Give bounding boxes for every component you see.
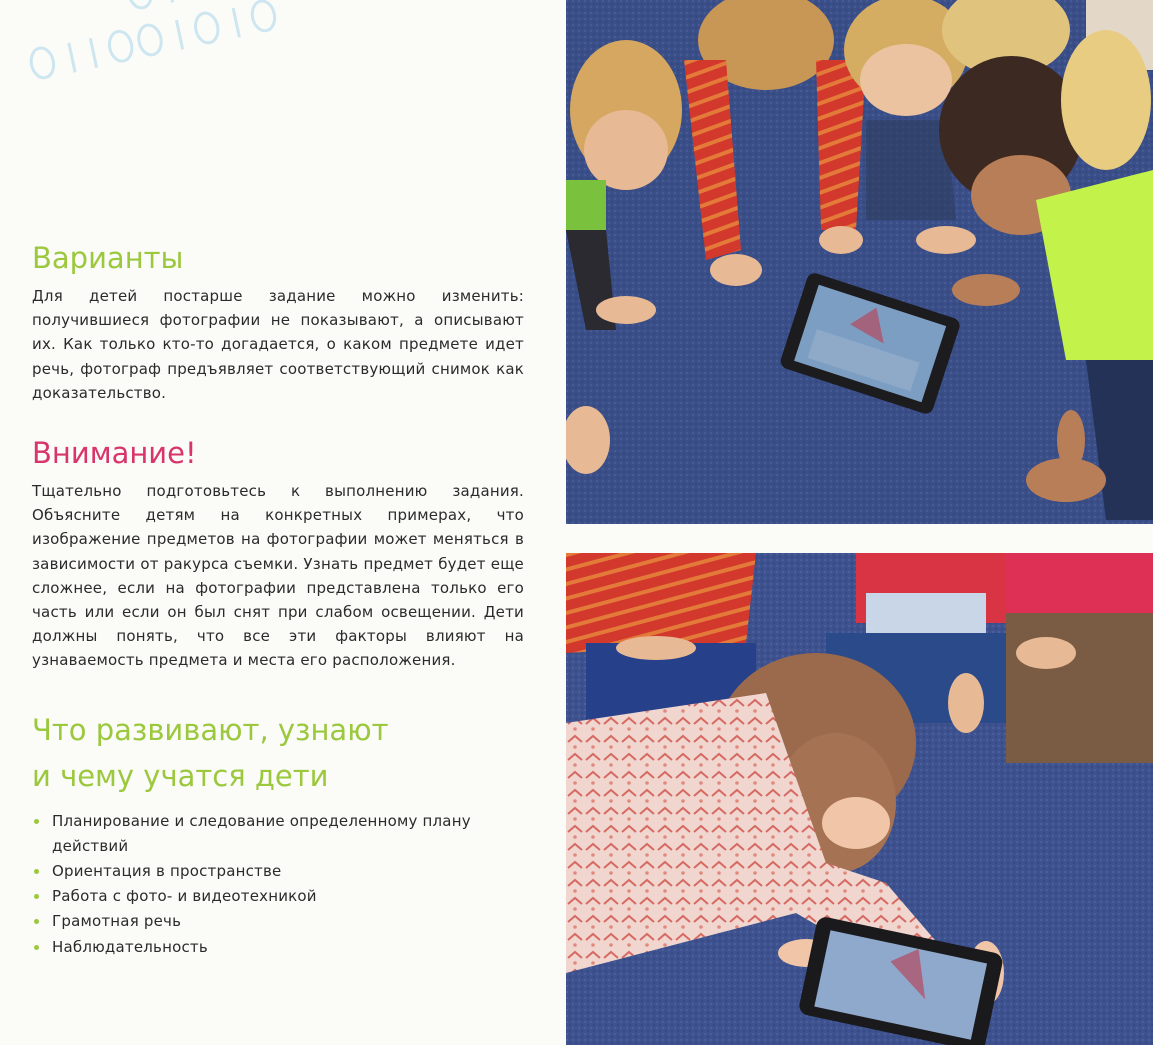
attention-text: Тщательно подготовьтесь к выполнению задания. Объясните детям на конкретных примерах, что изображение предметов на фотографии может меняться в зависимости от ракурса съемки. Узнать предмет будет еще сложнее, если на фотографии представлена только его часть или если он был снят при слабом освещении. Дети должны понять, что все эти факторы влияют на узнаваемость предмета и места его расположения.	[32, 482, 524, 670]
skills-list	[32, 809, 524, 960]
bullet-icon	[34, 919, 39, 924]
skills-list-item: Грамотная речь	[32, 909, 524, 934]
attention-heading: Внимание!	[32, 436, 197, 471]
develop-heading-line2: и чему учатся дети	[32, 758, 329, 793]
skills-list-item: Наблюдательность	[32, 935, 524, 960]
photo-girl-with-tablet	[566, 553, 1153, 1045]
skills-list-item: Планирование и следование определенному плану действий	[32, 809, 524, 859]
skills-list-item: Работа с фото- и видеотехникой	[32, 884, 524, 909]
bullet-icon	[34, 869, 39, 874]
bullet-icon	[34, 945, 39, 950]
text-column	[32, 240, 524, 960]
develop-heading-line1: Что развивают, узнают	[32, 712, 389, 747]
binary-watermark	[0, 0, 560, 90]
variants-heading: Варианты	[32, 241, 184, 275]
bullet-icon	[34, 894, 39, 899]
develop-heading	[32, 707, 524, 799]
photo-children-around-tablet	[566, 0, 1153, 524]
bullet-icon	[34, 819, 39, 824]
skills-list-item: Ориентация в пространстве	[32, 859, 524, 884]
variants-text: Для детей постарше задание можно изменить: получившиеся фотографии не показывают, а описывают их. Как только кто-то догадается, о каком предмете идет речь, фотограф предъявляет соответствующий снимок как доказательство.	[32, 287, 524, 402]
